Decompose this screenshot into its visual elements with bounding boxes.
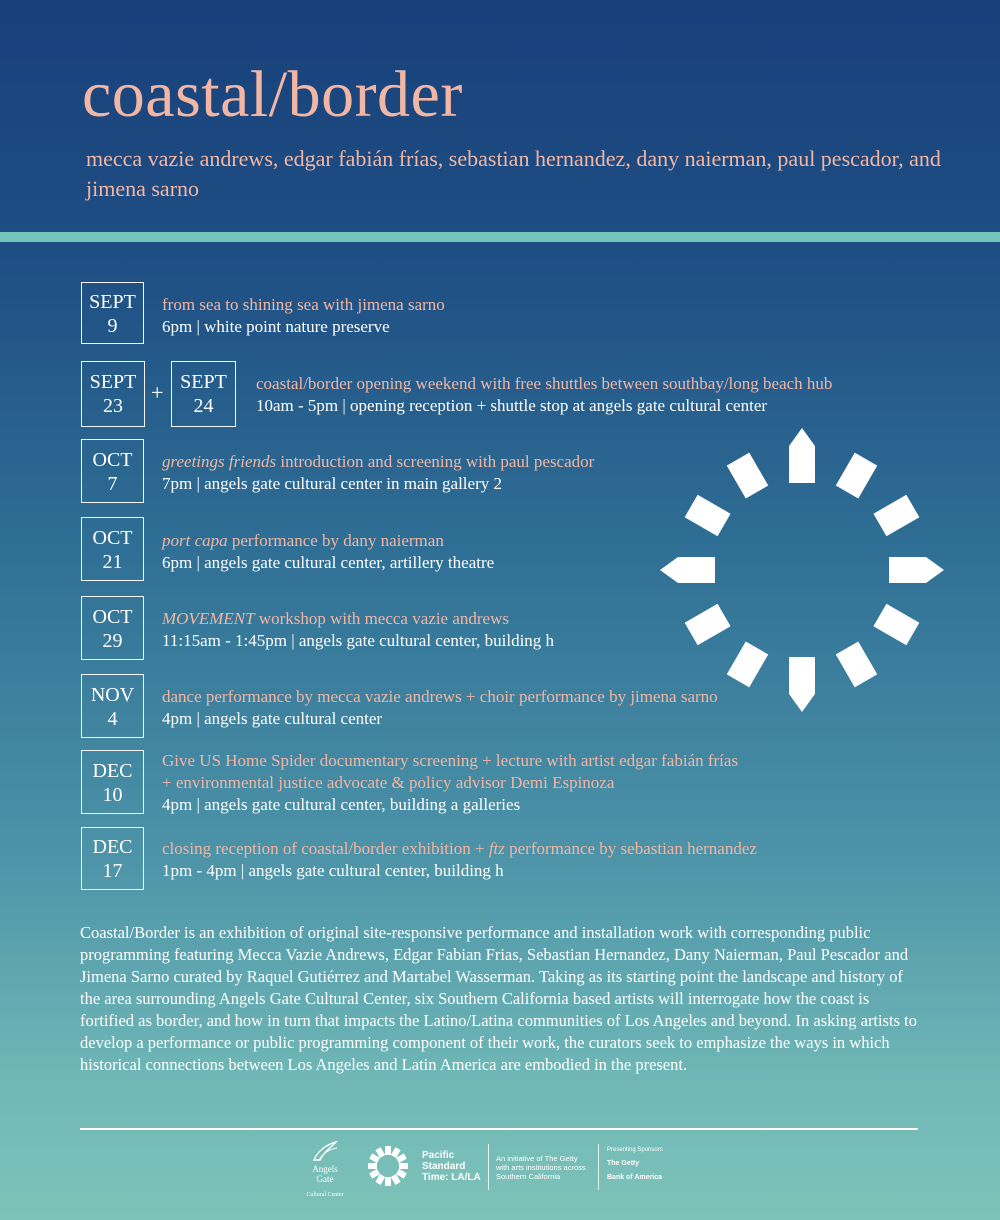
plus-sign: +	[151, 380, 164, 405]
date-box	[81, 750, 144, 814]
exhibition-description: Coastal/Border is an exhibition of original site-responsive performance and installation work with corresponding public programming featuring Mecca Vazie Andrews, Edgar Fabian Frias, Sebastian Hernandez, Dany Naierman, Paul Pescador and Jimena Sarno curated by Raquel Gutiérrez and Martabel Wasserman. Taking as its starting point the landscape and history of the area surrounding Angels Gate Cultural Center, six Southern California based artists will interrogate how the coast is fortified as border, and how in turn that impacts the Latino/Latina communities of Los Angeles and beyond. In asking artists to develop a performance or public programming component of their work, the curators seek to emphasize the ways in which historical connections between Los Angeles and Latin America are embodied in the present.	[80, 923, 917, 1074]
date-box	[81, 596, 144, 660]
footer-logos	[300, 1140, 720, 1200]
event-title: greetings friends introduction and screening with paul pescador	[162, 452, 595, 471]
date-box	[81, 827, 144, 890]
date-month: SEPT	[89, 371, 137, 393]
ray	[727, 453, 769, 499]
footer-separator	[488, 1144, 489, 1190]
date-day: 9	[107, 315, 118, 337]
date-box	[81, 361, 145, 427]
date-month: OCT	[92, 527, 133, 549]
ray	[685, 495, 731, 537]
date-box	[81, 674, 144, 738]
date-day: 24	[193, 395, 214, 417]
ray	[836, 453, 878, 499]
event-details: 10am - 5pm | opening reception + shuttle stop at angels gate cultural center	[256, 396, 768, 415]
event-title-line2: + environmental justice advocate & policy advisor Demi Espinoza	[162, 773, 615, 792]
date-box	[171, 361, 236, 427]
event-details: 4pm | angels gate cultural center	[162, 709, 383, 728]
date-day: 23	[103, 395, 123, 417]
event-title: dance performance by mecca vazie andrews + choir performance by jimena sarno	[162, 687, 718, 706]
date-month: DEC	[92, 760, 133, 782]
event-title: closing reception of coastal/border exhibition + ftz performance by sebastian hernandez	[162, 839, 757, 858]
pst-wordmark: Pacific Standard Time: LA/LA	[422, 1150, 481, 1183]
date-day: 4	[107, 708, 118, 730]
event-details: 6pm | angels gate cultural center, artillery theatre	[162, 553, 495, 572]
date-month: NOV	[90, 684, 135, 706]
ray	[727, 641, 769, 687]
date-day: 29	[102, 630, 123, 652]
footer-separator	[598, 1144, 599, 1190]
ray	[789, 428, 815, 483]
date-day: 17	[102, 860, 123, 882]
date-month: OCT	[92, 449, 133, 471]
ray	[873, 604, 919, 646]
artist-list: mecca vazie andrews, edgar fabián frías, sebastian hernandez, dany naierman, paul pescador, and jimena sarno	[86, 146, 941, 201]
date-month: OCT	[92, 606, 133, 628]
date-box	[81, 439, 144, 503]
event-title: coastal/border opening weekend with free shuttles between southbay/long beach hub	[256, 374, 833, 393]
date-month: SEPT	[180, 371, 227, 393]
event-details: 11:15am - 1:45pm | angels gate cultural center, building h	[162, 631, 555, 650]
angels-gate-logo: Angels Gate Cultural Center	[300, 1140, 350, 1200]
event-title: from sea to shining sea with jimena sarno	[162, 295, 445, 314]
event-details: 1pm - 4pm | angels gate cultural center, building h	[162, 861, 504, 880]
angels-gate-wing-icon	[310, 1140, 340, 1162]
event-details: 7pm | angels gate cultural center in main gallery 2	[162, 474, 502, 493]
ray	[889, 557, 944, 583]
ray	[685, 604, 731, 646]
initiative-text: An initiative of The Getty with arts institutions across Southern California	[496, 1154, 586, 1181]
date-box	[81, 517, 144, 581]
event-title: MOVEMENT workshop with mecca vazie andrews	[162, 609, 509, 628]
divider-bar	[0, 232, 1000, 242]
sponsor-bank-of-america: Bank of America	[607, 1174, 662, 1181]
ray	[660, 557, 715, 583]
event-title: Give US Home Spider documentary screening + lecture with artist edgar fabián frías	[162, 751, 739, 770]
event-details: 6pm | white point nature preserve	[162, 317, 390, 336]
event-title: port capa performance by dany naierman	[162, 531, 444, 550]
event-details: 4pm | angels gate cultural center, building a galleries	[162, 795, 521, 814]
ray	[836, 641, 878, 687]
ray	[873, 495, 919, 537]
ray	[789, 657, 815, 712]
sponsor-getty: The Getty	[607, 1160, 640, 1167]
date-box	[81, 282, 144, 344]
date-day: 10	[102, 784, 123, 806]
footer-divider	[80, 1128, 918, 1130]
date-day: 7	[107, 473, 118, 495]
date-month: SEPT	[89, 291, 136, 313]
sunburst-emblem-icon	[655, 425, 950, 715]
pst-sunburst-icon	[366, 1144, 410, 1188]
date-month: DEC	[92, 836, 133, 858]
date-day: 21	[102, 551, 123, 573]
presenting-sponsors: Presenting Sponsors The Getty Bank of America	[607, 1146, 717, 1182]
page-title: coastal/border	[82, 58, 463, 131]
